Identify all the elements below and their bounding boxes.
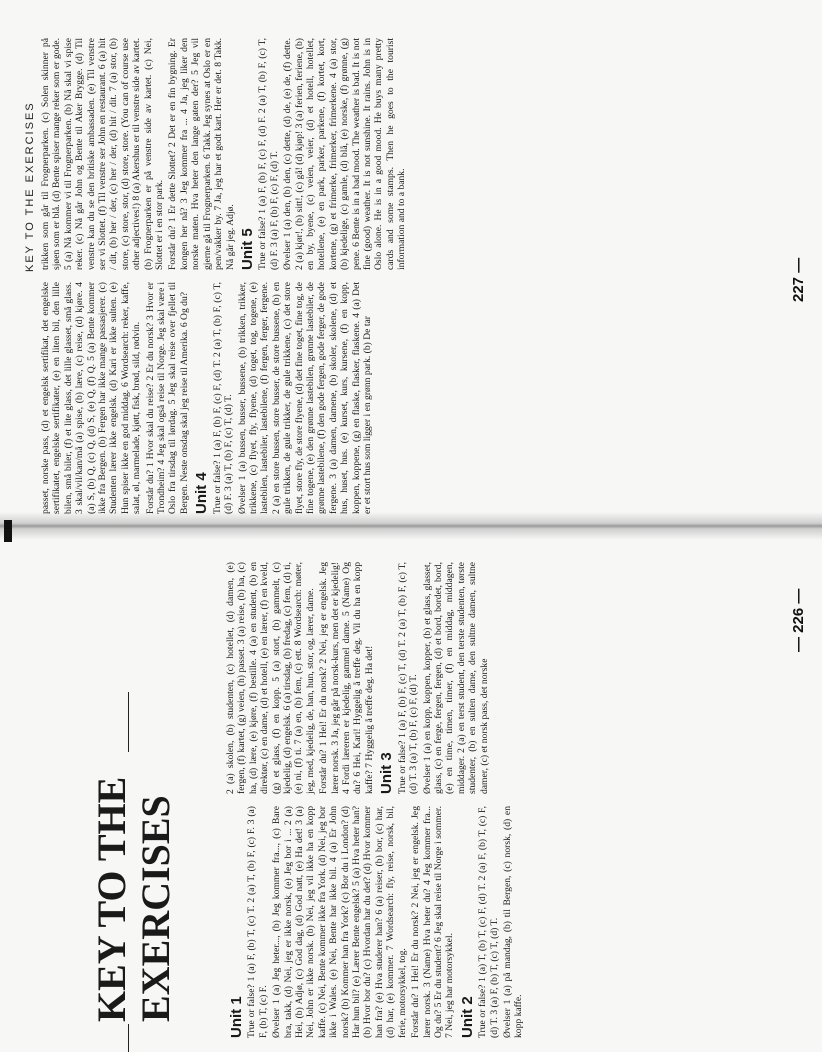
right-page — [0, 0, 822, 520]
answer-paragraph: Forstår du? 1 Hei! Er du norsk? 2 Nei, jeg er engelsk. Jeg lærer norsk. 3 (Name) Hva heter du? 4 Jeg kommer fra... Og du? 5 Er du student? 6 Jeg skal reise til Norge i sommer. 7 Nei, jeg har motorsykkel. — [410, 806, 456, 1038]
answer-paragraph: True or false? 1 (a) T, (b) T, (c) F, (d) T. 2 (a) F, (b) T, (c) F, (d) T. 3 (a) F, (b) T, (c) T, (d) T. — [477, 806, 500, 1038]
answer-paragraph: Forstår du? 1 Hei! Er du norsk? 2 Nei, jeg er engelsk. Jeg lærer norsk. 3 Ja, jeg går på norsk-kurs, men det er kjedelig! 4 Fordi læreren er kjedelig, gammel dame. 5 (Name) Og du? 6 Hei, Kari! Hyggelig å treffe deg. Vil du ha en kopp kaffe? 7 Hyggelig å treffe deg. Ha det! — [318, 562, 375, 794]
answer-paragraph: True or false? 1 (a) F, (b) F, (c) F, (d) F. 2 (a) T, (b) F, (c) T, (d) F. 3 (a) F, (b) F, (c) F, (d) T. — [257, 38, 280, 270]
title-line-1: KEY TO THE — [89, 776, 134, 1022]
answer-paragraph: Forstår du? 1 Er dette Slottet? 2 Det er en fin bygning. Er kongen her nå? 3 Jeg kommer fra ... 4 Ja, jeg liker den norske maten. Hva heter den lange gaten der? 5 Jeg vil gjerne gå til Frognerparken. 6 Takk. Jeg synes at Oslo er en pen/vakker by. 7 Ja, jeg har et godt kart. Her er det. 8 Takk. Nå går jeg. Adjø. — [167, 38, 236, 270]
answer-paragraph: True or false? 1 (a) F, (b) F, (c) F, (d) T. 2 (a) T, (b) F, (c) T, (d) F. 3 (a) T, (b) F, (c) T, (d) T. — [211, 282, 235, 514]
title-rule-left — [128, 1024, 129, 1052]
page-number-left: — 226 — — [790, 588, 807, 652]
answer-paragraph: True or false? 1 (a) F, (b) F, (c) T, (d) T. 2 (a) T, (b) F, (c) T, (d) T. 3 (a) T, (b) F, (c) F, (d) T. — [396, 562, 420, 794]
answer-paragraph: Øvelser 1 (a) på mandag, (b) til Bergen, (c) norsk, (d) en kopp kaffe. — [501, 806, 525, 1038]
answer-paragraph: Øvelser 1 (a) en kopp, koppen, kopper, (b) et glass, glasset, glass, (c) en ferge, fergen, fergen, (d) et bord, bordet, bord, (e) en time, timen, timer, (f) en middag, middagen, middager. 2 (a) en terst student, den terste studenten, tørste studenter, (b) en sulten dame, den sultne damen, sultne damer, (c) et norsk pass, det norske — [421, 562, 490, 794]
unit-heading: Unit 2 — [458, 996, 476, 1038]
unit-heading: Unit 4 — [193, 472, 211, 514]
chapter-title — [90, 662, 178, 1022]
right-page-column-2 — [40, 38, 410, 270]
unit-heading: Unit 3 — [378, 752, 396, 794]
unit-heading: Unit 5 — [238, 228, 256, 270]
title-rule-right — [128, 692, 129, 752]
answer-paragraph: True or false? 1 (a) F, (b) T, (c) T. 2 (a) T, (b) F, (c) F. 3 (a) F, (b) T, (c) F. — [246, 806, 269, 1038]
title-line-2: EXERCISES — [133, 795, 178, 1022]
left-page — [0, 532, 822, 1052]
answer-paragraph: trikken som går til Frognerparken. (c) Solen skinner på sjøen som er blå. (d) Bente spiser mange reker som er gode. 5 (a) Nå kommer vi til Frognerparken. (b) Nå skal vi spise reker. (c) Nå går John og Bente til Aker Brygge. (d) Til venstre kan du se den britiske ambassaden. (e) Til venstre ser vi Slottet. (f) Til venstre ser John en restaurant. 6 (a) hit / dit, (b) her / der, (c) her / der, (d) hit / dit. 7 (a) stor, (b) store, (c) store, stor, (d) store, store. (You can of course use other adjectives!) 8 (a) Akershus er til venstre side av kartet. (b) Frognerparken er på venstre side av kartet. (c) Nei, Slottet er i en stor park. — [40, 38, 166, 270]
left-page-column-2 — [225, 562, 492, 794]
unit-heading: Unit 1 — [228, 996, 245, 1038]
left-page-column-1 — [225, 806, 527, 1038]
answer-paragraph: Forstår du? 1 Hvor skal du reise? 2 Er du norsk? 3 Hvor er Trondheim? 4 Jeg skal også reise til Norge. Jeg skal være i Oslo fra tirsdag til lørdag. 5 Jeg skal reise over fjellet til Bergen. Neste onsdag skal jeg reise til Amerika. 6 Og du? — [144, 282, 190, 514]
running-head: KEY TO THE EXERCISES — [24, 101, 36, 272]
answer-paragraph: Øvelser 1 (a) Jeg heter..., (b) Jeg kommer fra..., (c) Bare bra, takk, (d) Nei, jeg er ikke norsk, (e) Jeg bor i ... 2 (a) Hei, (b) Adjø, (c) God dag, (d) God natt, (e) Ha det! 3 (a) Nei, John er ikke norsk. (b) Nei, jeg vil ikke ha en kopp kaffe. (c) Nei, Bente kommer ikke fra York. (d) Nei, jeg bor ikke i Wales. (e) Nei, Bente har ikke bil. 4 (a) Er John norsk? (b) Kommer han fra York? (c) Bor du i London? (d) Har hun bil? (e) Lærer Bente engelsk? 5 (a) Hva heter han? (b) Hvor bor du? (c) Hvordan har du det? (d) Hvor kommer han fra? (e) Hva studerer han? 6 (a) reiser, (b) bor, (c) har, (d) har, (e) kommer. 7 Wordsearch: fly, reise, norsk, bil, ferie, motorsykkel, tog. — [271, 806, 408, 1038]
answer-paragraph: passet, norske pass, (d) et engelsk sertifikat, det engelske sertifikatet, engelske sertifikater, (e) en liten bil, den lille bilen, små biler, (f) et lite glass, det lille glasset, små glass. 3 skal/vil/kan/må (a) spise, (b) lære, (c) reise, (d) kjøre. 4 (a) S, (b) Q, (c) Q, (d) S, (e) Q, (f) Q. 5 (a) Bente kommer ikke fra Bergen. (b) Fergen har ikke mange passasjerer. (c) Studenten lærer ikke engelsk. (d) Kari er ikke sulten. (e) Hun spiser ikke en god middag. 6 Wordsearch: reker, kaffe, salat, øl, marmelade, kjøtt, fisk, brød, sild, rødvin. — [40, 282, 143, 514]
answer-paragraph: Øvelser 1 (a) den, (b) den, (c) dette, (d) de, (e) de, (f) dette. 2 (a) kjør!, (b) sitt!, (c) gå! (d) kjøp! 3 (a) ferien, feriene, (b) en by, byene, (c) veien, veier, (d) et hotell, hotellet, hotellene, (e) en park, parker, parkene, (f) kortet, kort, kortene, (g) et frimerke, frimerker, frimerkene. 4 (a) stor, (b) kjedelige, (c) gamle, (d) blå, (e) norske, (f) grønne, (g) pene. 6 Bente is in a bad mood. The weather is bad. It is not fine (good) weather. It is not sunshine. It rains. John is in Oslo alone. He is in a good mood. He buys many pretty cards and some stamps. Then he goes to the tourist information and to a bank. — [282, 38, 408, 270]
right-page-column-1 — [40, 282, 375, 514]
page-number-right: 227 — — [790, 257, 807, 302]
answer-paragraph: 2 (a) skolen, (b) studenten, (c) hotellet, (d) damen, (e) fergen, (f) kartet, (g) veien, (h) passet. 3 (a) reise, (b) ha, (c) ha, (d) lære, (e) kjøre, (f) bestille. 4 (a) en student, (b) en direktør, (c) en dame, (d) et hotell, (e) en lærer, (f) en kveld, (g) et glass, (f) en kopp. 5 (a) stort, (b) gammelt, (c) kjedelig, (d) engelsk. 6 (a) tirsdag, (b) fredag, (c) fem, (d) ti, (e) ni, (f) ti. 7 (a) en, (b) fem, (c) ett. 8 Wordsearch: møter, jeg, med, kjedelig, de, han, hun, stor, og, lærer, dame. — [225, 562, 316, 794]
answer-paragraph: Øvelser 1 (a) bussen, busser, bussene, (b) trikken, trikker, trikkene, (c) flyet, fly, flyene, (d) toget, tog, togene, (e) lastebilen, lastebiler, lastebilene, (f) fergen, ferger, fergene. 2 (a) en store bussen, store busser, de store bussene, (b) en gule trikken, de gule trikker, de gule trikkene, (c) det store flyet, store fly, de store flyene, (d) det fine toget, fine tog, de fine togene, (e) den grønne lastebilen, grønne lastebiler, de grønne lastebilene, (f) den gode fergen, gode ferger, de gode fergene. 3 (a) damen, damene, (b) skoler, skolene, (d) et hus, huset, hus. (e) kurset, kurs, kursene, (f) en kopp, koppen, koppene, (g) en flaske, flasker, flaskene. 4 (a) Det er et stort hus som ligger i en grønn park. (b) De tar — [236, 282, 373, 514]
